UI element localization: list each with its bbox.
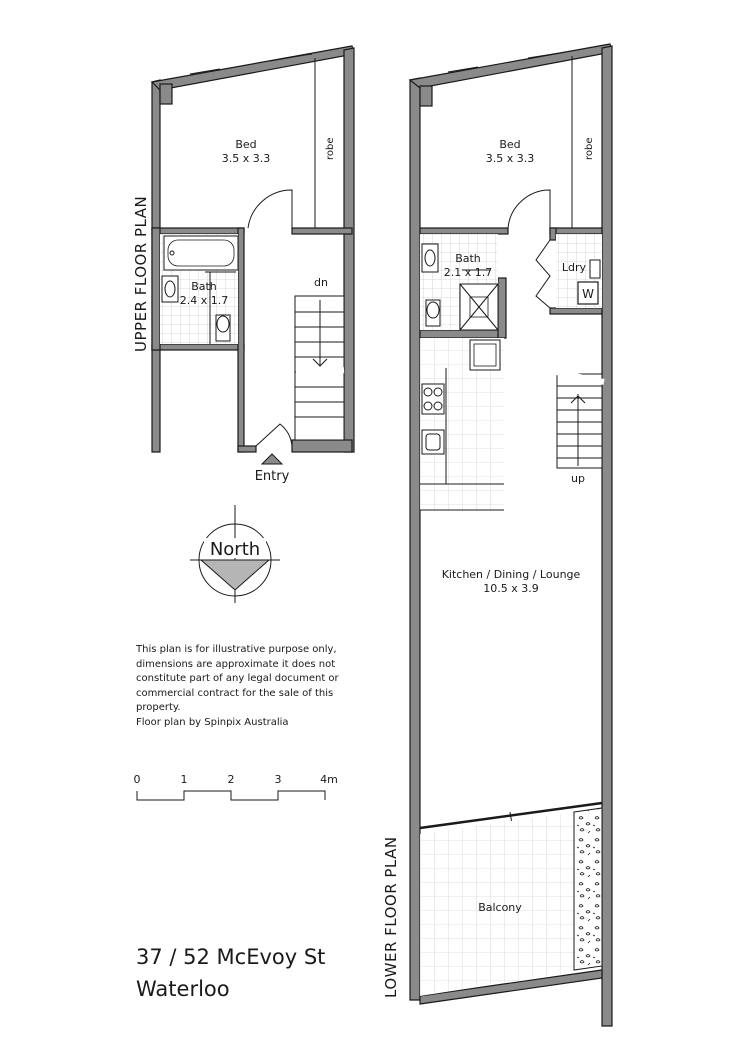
scale-tick-0: 0 bbox=[133, 773, 141, 786]
upper-vanity-basin bbox=[162, 276, 178, 302]
address-line-2: Waterloo bbox=[136, 977, 230, 1001]
lower-bath-size: 2.1 x 1.7 bbox=[443, 266, 493, 279]
upper-wall-entry-left bbox=[238, 446, 256, 452]
address-line-1: 37 / 52 McEvoy St bbox=[136, 945, 326, 969]
disclaimer bbox=[136, 643, 366, 730]
upper-wall-bed-hall bbox=[292, 228, 352, 234]
upper-bed-size: 3.5 x 3.3 bbox=[221, 152, 271, 165]
lower-floor-plan bbox=[410, 44, 612, 1026]
upper-wall-entry-right bbox=[292, 440, 352, 452]
upper-wall-hall-left bbox=[238, 228, 244, 452]
balcony-planter bbox=[574, 808, 602, 970]
upper-outer-wall-right bbox=[344, 48, 354, 452]
lower-column bbox=[420, 86, 432, 106]
lower-outer-wall-right bbox=[602, 46, 612, 1026]
upper-bath-size: 2.4 x 1.7 bbox=[179, 294, 229, 307]
lower-vanity-basin bbox=[422, 244, 438, 272]
lower-robe-label: robe bbox=[584, 137, 595, 160]
lower-wall-ldry-bottom bbox=[550, 308, 602, 314]
lower-stairs-label: up bbox=[571, 472, 585, 485]
lower-outer-wall-top bbox=[410, 44, 612, 88]
lower-outer-wall-left bbox=[410, 78, 420, 1000]
upper-bed-label: Bed bbox=[235, 138, 257, 151]
upper-bath-label: Bath bbox=[191, 280, 217, 293]
north-label: North bbox=[209, 539, 261, 560]
entry-door bbox=[256, 424, 292, 452]
disclaimer-line: commercial contract for the sale of this bbox=[136, 687, 334, 699]
disclaimer-credit: Floor plan by Spinpix Australia bbox=[136, 716, 289, 728]
scale-tick-1: 1 bbox=[180, 773, 188, 786]
upper-floor-plan-label: UPPER FLOOR PLAN bbox=[132, 195, 150, 352]
lower-wall-bed-ldry bbox=[550, 228, 602, 234]
disclaimer-line: property. bbox=[136, 702, 181, 713]
laundry-label: Ldry bbox=[561, 261, 587, 274]
lower-wall-bath-right bbox=[498, 278, 506, 338]
laundry-tub bbox=[590, 260, 600, 278]
laundry-bifold-door bbox=[536, 240, 550, 308]
upper-floor-plan bbox=[152, 46, 354, 464]
upper-stairs-label: dn bbox=[314, 276, 328, 289]
lower-floor-plan-label: LOWER FLOOR PLAN bbox=[382, 836, 400, 998]
upper-bed-door bbox=[248, 190, 292, 228]
entry-label: Entry bbox=[254, 469, 290, 484]
lower-bed-label: Bed bbox=[499, 138, 521, 151]
upper-wall-bath-left bbox=[152, 228, 160, 350]
lower-bed-door bbox=[508, 190, 550, 228]
disclaimer-line: dimensions are approximate it does not bbox=[136, 658, 336, 670]
lower-wall-ldry-left bbox=[550, 228, 556, 240]
upper-stairs bbox=[295, 296, 344, 440]
fridge bbox=[470, 340, 500, 370]
scale-tick-4m: 4m bbox=[320, 773, 338, 786]
entry-marker bbox=[262, 454, 282, 464]
scale-bar bbox=[134, 773, 338, 800]
lower-wall-bed-bath bbox=[420, 228, 508, 234]
lower-bed-size: 3.5 x 3.3 bbox=[485, 152, 535, 165]
upper-column bbox=[160, 84, 172, 104]
scale-tick-2: 2 bbox=[227, 773, 235, 786]
lower-wall-bath-bottom bbox=[420, 330, 504, 338]
washer-symbol: W bbox=[582, 287, 594, 301]
upper-outer-wall-top bbox=[152, 46, 354, 90]
scale-tick-3: 3 bbox=[274, 773, 282, 786]
disclaimer-line: This plan is for illustrative purpose only, bbox=[136, 644, 337, 655]
balcony-label: Balcony bbox=[478, 901, 522, 914]
lower-stairs bbox=[556, 372, 604, 468]
upper-robe-label: robe bbox=[325, 137, 336, 160]
upper-wall-bath-bottom bbox=[152, 344, 244, 350]
living-label: Kitchen / Dining / Lounge bbox=[441, 568, 581, 581]
lower-bath-label: Bath bbox=[455, 252, 481, 265]
living-size: 10.5 x 3.9 bbox=[483, 582, 539, 595]
disclaimer-line: constitute part of any legal document or bbox=[136, 673, 339, 684]
north-compass bbox=[190, 505, 280, 603]
upper-wall-bed-bath bbox=[152, 228, 244, 234]
